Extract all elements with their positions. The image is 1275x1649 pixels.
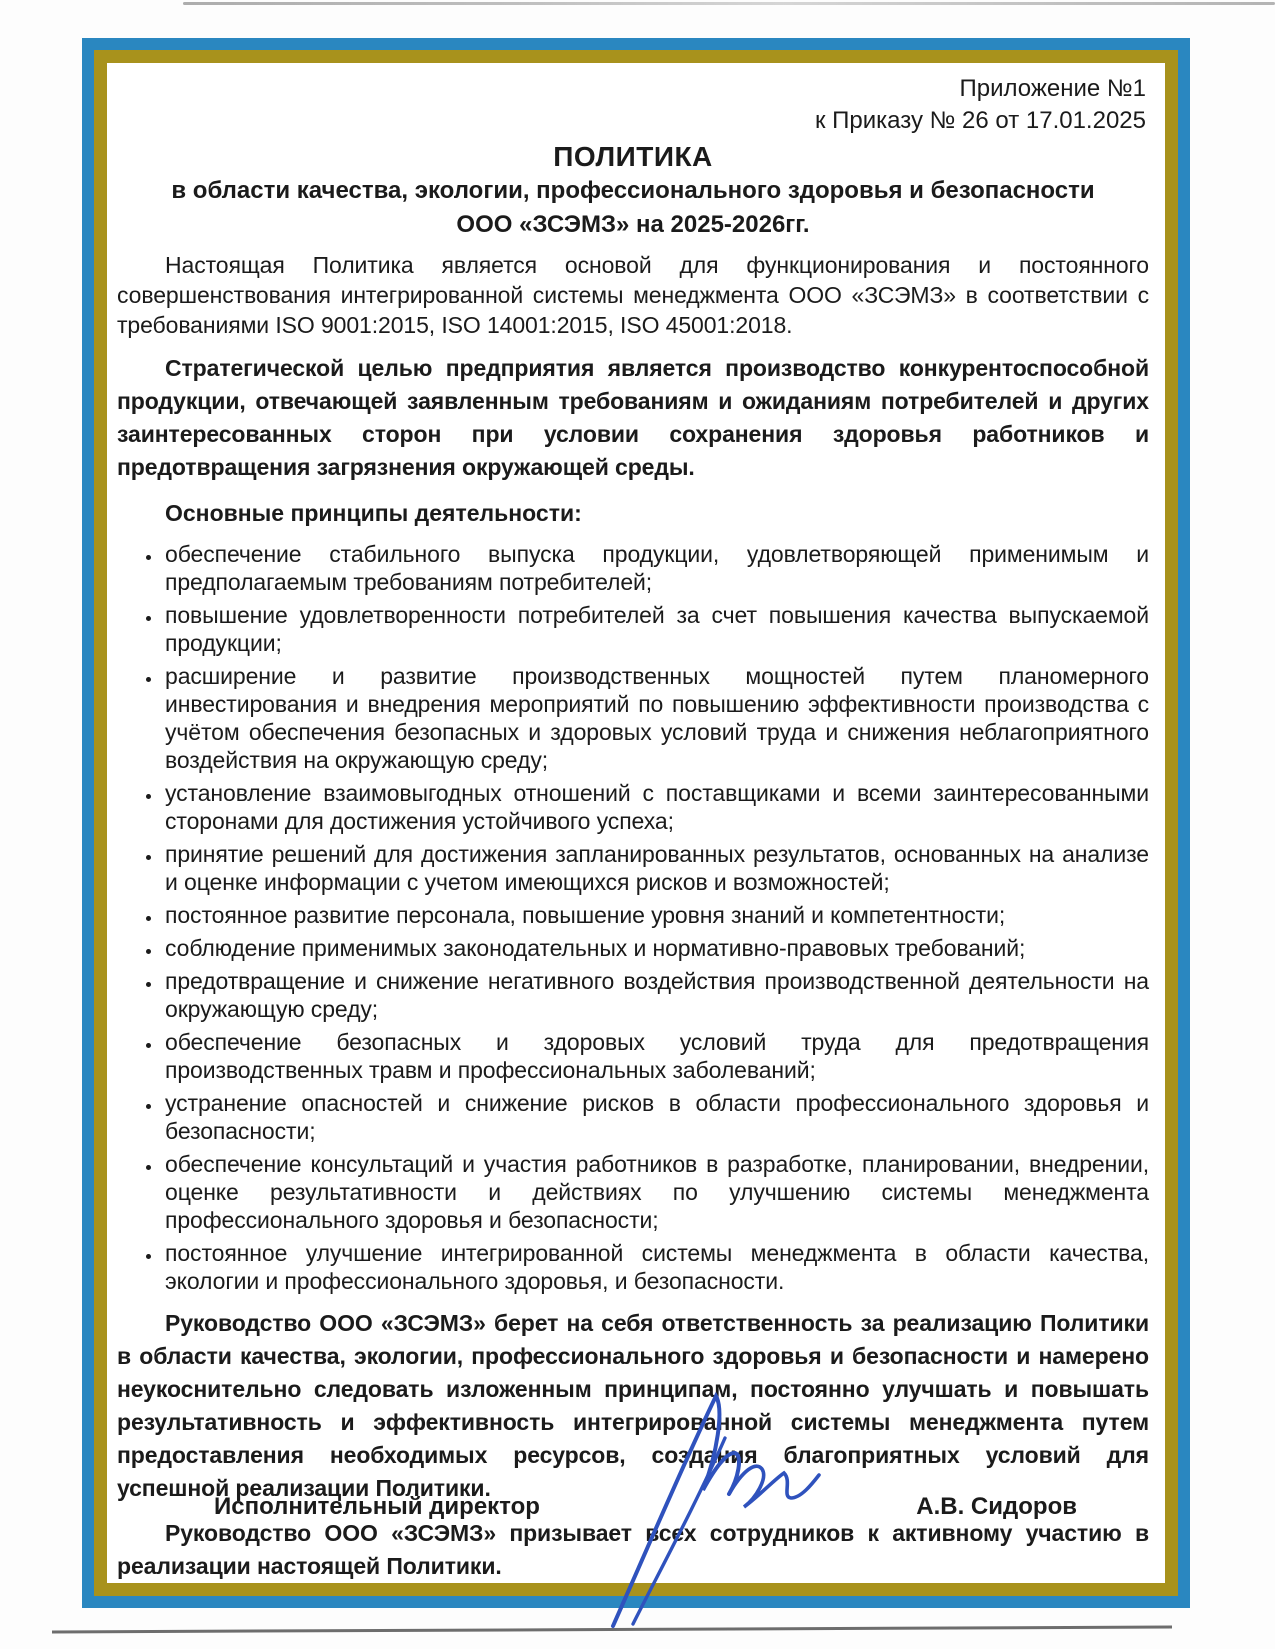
principle-item: • обеспечение безопасных и здоровых условий труда для предотвращения производственных травм и профессиональных заболеваний; <box>163 1028 1149 1084</box>
handwritten-signature <box>553 1376 853 1631</box>
principle-item: • установление взаимовыгодных отношений с поставщиками и всеми заинтересованными сторонами для достижения устойчивого успеха; <box>163 779 1149 835</box>
signer-name: А.В. Сидоров <box>916 1493 1077 1520</box>
principles-heading: Основные принципы деятельности: <box>165 500 582 526</box>
annex-line-1: Приложение №1 <box>959 75 1146 102</box>
principle-item: • соблюдение применимых законодательных и нормативно-правовых требований; <box>163 934 1149 962</box>
intro-paragraph: Настоящая Политика является основой для функционирования и постоянного совершенствования интегрированной системы менеджмента ООО «ЗСЭМЗ» в соответствии с требованиями ISO 9001:2015, ISO 14001:2015, ISO 45001:2018. <box>117 252 1149 338</box>
decorative-frame-outer <box>82 38 1190 1608</box>
principle-item: • постоянное улучшение интегрированной системы менеджмента в области качества, экологии и профессионального здоровья, и безопасности. <box>163 1239 1149 1295</box>
signer-position-label: Исполнительный директор <box>214 1493 540 1520</box>
strategic-goal-paragraph: Стратегической целью предприятия является производство конкурентоспособной продукции, отвечающей заявленным требованиям и ожиданиям потребителей и других заинтересованных сторон при условии сохранения здоровья работников и предотвращения загрязнения окружающей среды. <box>117 355 1149 480</box>
principle-item: • принятие решений для достижения запланированных результатов, основанных на анализе и оценке информации с учетом имеющихся рисков и возможностей; <box>163 840 1149 896</box>
annex-reference <box>117 73 1149 137</box>
document-subtitle-line-2: ООО «ЗСЭМЗ» на 2025-2026гг. <box>456 211 810 238</box>
scan-artifact-top-streak <box>183 2 1275 5</box>
principle-item: • расширение и развитие производственных мощностей путем планомерного инвестирования и внедрения мероприятий по повышению эффективности производства с учётом обеспечения безопасных и здоровых условий труда и снижения неблагоприятного воздействия на окружающую среду; <box>163 662 1149 774</box>
principles-list <box>117 540 1149 1295</box>
principle-item: • постоянное развитие персонала, повышение уровня знаний и компетентности; <box>163 901 1149 929</box>
decorative-frame-inner <box>94 50 1178 1596</box>
principle-item: • обеспечение стабильного выпуска продукции, удовлетворяющей применимым и предполагаемым требованиям потребителей; <box>163 540 1149 596</box>
document-title: ПОЛИТИКА <box>553 141 713 172</box>
principle-item: • повышение удовлетворенности потребителей за счет повышения качества выпускаемой продукции; <box>163 601 1149 657</box>
annex-line-2: к Приказу № 26 от 17.01.2025 <box>814 107 1146 134</box>
principle-item: • предотвращение и снижение негативного воздействия производственной деятельности на окружающую среду; <box>163 967 1149 1023</box>
document-content <box>107 63 1165 1583</box>
management-call-paragraph: Руководство ООО «ЗСЭМЗ» призывает всех сотрудников к активному участию в реализации настоящей Политики. <box>117 1520 1149 1579</box>
principle-item: • устранение опасностей и снижение рисков в области профессионального здоровья и безопасности; <box>163 1089 1149 1145</box>
document-subtitle-line-1: в области качества, экологии, профессионального здоровья и безопасности <box>171 177 1095 204</box>
management-commitment-paragraph: Руководство ООО «ЗСЭМЗ» берет на себя ответственность за реализацию Политики в области качества, экологии, профессионального здоровья и безопасности и намерено неукоснительно следовать изложенным принципам, постоянно улучшать и повышать результативность и эффективность интегрированной системы менеджмента путем предоставления необходимых ресурсов, создания благоприятных условий для успешной реализации Политики. <box>117 1310 1149 1501</box>
principle-item: • обеспечение консультаций и участия работников в разработке, планировании, внедрении, оценке результативности и действиях по улучшению системы менеджмента профессионального здоровья и безопасности; <box>163 1150 1149 1234</box>
